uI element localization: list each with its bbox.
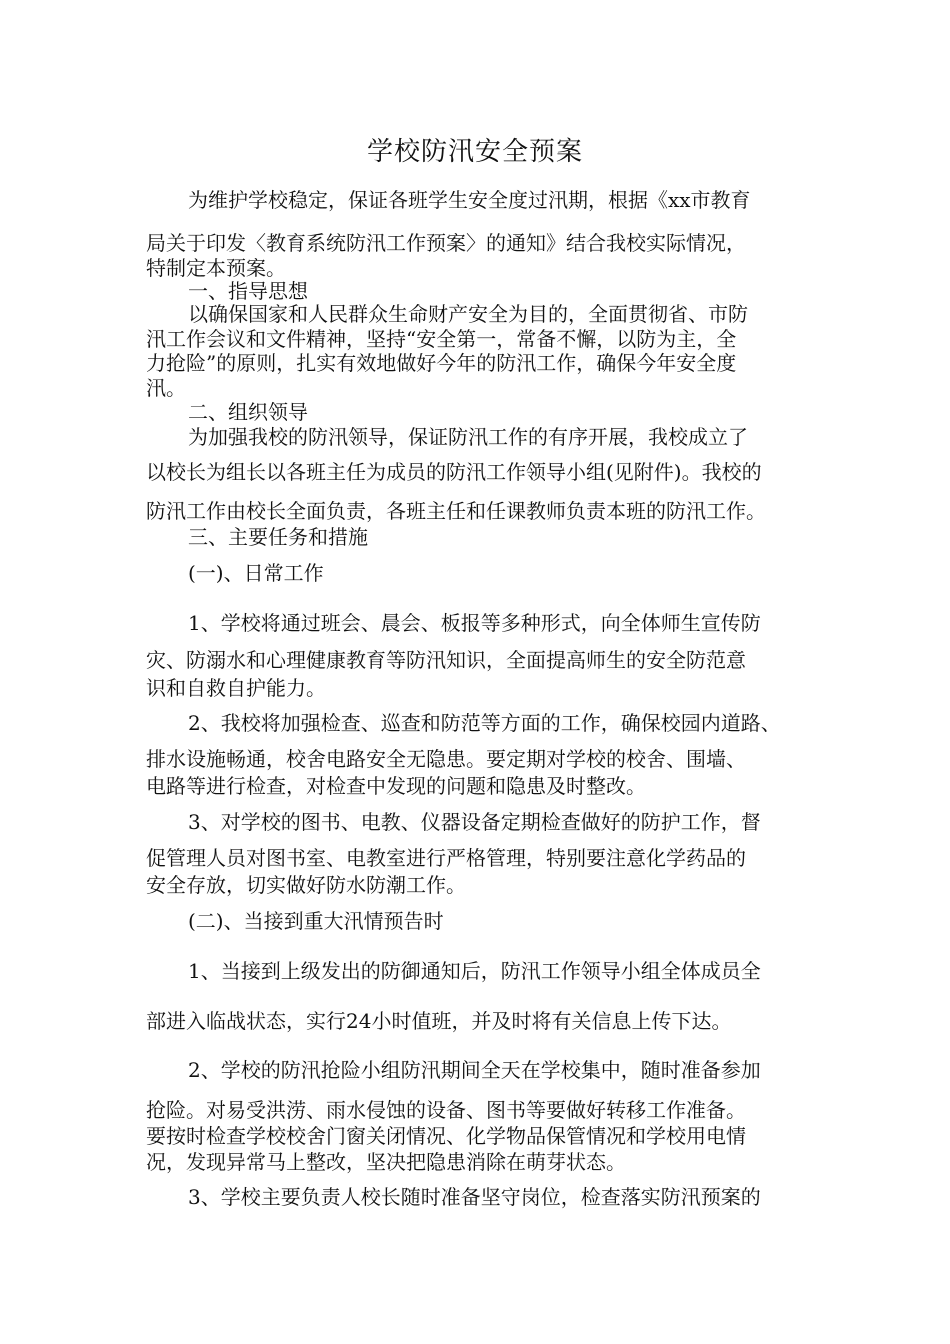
paragraph-line: 特制定本预案。 [146, 256, 286, 280]
paragraph-line: 汛工作会议和文件精神，坚持“安全第一，常备不懈，以防为主，全 [146, 327, 737, 351]
paragraph-line: 为维护学校稳定，保证各班学生安全度过汛期，根据《xx市教育 [188, 188, 751, 212]
paragraph-line: 电路等进行检查，对检查中发现的问题和隐患及时整改。 [146, 774, 646, 798]
paragraph-line: 以校长为组长以各班主任为成员的防汛工作领导小组(见附件)。我校的 [146, 460, 762, 484]
paragraph-line: 为加强我校的防汛领导，保证防汛工作的有序开展，我校成立了 [188, 425, 748, 449]
paragraph-line: 促管理人员对图书室、电教室进行严格管理，特别要注意化学药品的 [146, 846, 746, 870]
subsection-heading: (一)、日常工作 [188, 561, 324, 585]
paragraph-line: 识和自救自护能力。 [146, 676, 326, 700]
paragraph-line: 力抢险”的原则，扎实有效地做好今年的防汛工作，确保今年安全度 [146, 351, 737, 375]
paragraph-line: 1、学校将通过班会、晨会、板报等多种形式，向全体师生宣传防 [188, 611, 761, 635]
section-heading: 二、组织领导 [188, 400, 308, 424]
paragraph-line: 3、学校主要负责人校长随时准备坚守岗位，检查落实防汛预案的 [188, 1185, 761, 1209]
paragraph-line: 灾、防溺水和心理健康教育等防汛知识，全面提高师生的安全防范意 [146, 648, 746, 672]
paragraph-line: 防汛工作由校长全面负责，各班主任和任课教师负责本班的防汛工作。 [146, 499, 766, 523]
paragraph-line: 抢险。对易受洪涝、雨水侵蚀的设备、图书等要做好转移工作准备。 [146, 1098, 746, 1122]
paragraph-line: 部进入临战状态，实行24小时值班，并及时将有关信息上传下达。 [146, 1009, 732, 1033]
paragraph-line: 2、学校的防汛抢险小组防汛期间全天在学校集中，随时准备参加 [188, 1058, 761, 1082]
paragraph-line: 以确保国家和人民群众生命财产安全为目的，全面贯彻省、市防 [188, 302, 748, 326]
section-heading: 一、指导思想 [188, 279, 308, 303]
subsection-heading: (二)、当接到重大汛情预告时 [188, 909, 444, 933]
paragraph-line: 排水设施畅通，校舍电路安全无隐患。要定期对学校的校舍、围墙、 [146, 747, 746, 771]
paragraph-line: 安全存放，切实做好防水防潮工作。 [146, 873, 466, 897]
paragraph-line: 2、我校将加强检查、巡查和防范等方面的工作，确保校园内道路、 [188, 711, 781, 735]
paragraph-line: 汛。 [146, 376, 186, 400]
document-title: 学校防汛安全预案 [366, 137, 583, 167]
paragraph-line: 3、对学校的图书、电教、仪器设备定期检查做好的防护工作，督 [188, 810, 761, 834]
paragraph-line: 况，发现异常马上整改，坚决把隐患消除在萌芽状态。 [146, 1150, 626, 1174]
paragraph-line: 要按时检查学校校舍门窗关闭情况、化学物品保管情况和学校用电情 [146, 1124, 746, 1148]
paragraph-line: 1、当接到上级发出的防御通知后，防汛工作领导小组全体成员全 [188, 959, 761, 983]
section-heading: 三、主要任务和措施 [188, 525, 368, 549]
paragraph-line: 局关于印发〈教育系统防汛工作预案〉的通知》结合我校实际情况， [146, 231, 746, 255]
